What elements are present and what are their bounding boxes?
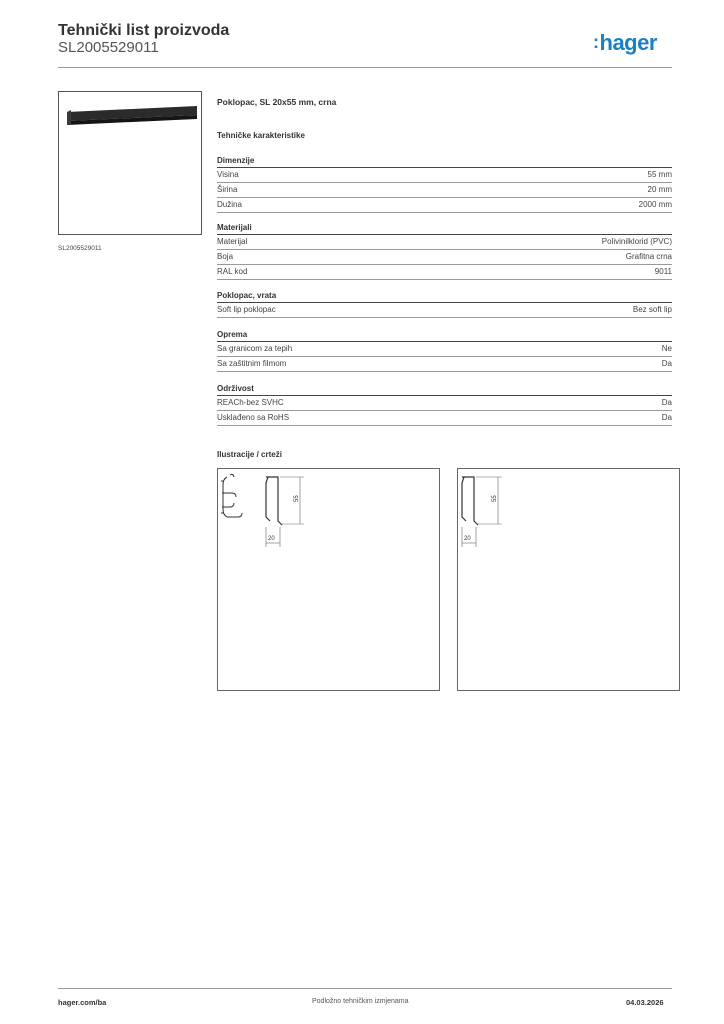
spec-row xyxy=(217,235,672,250)
spec-row xyxy=(217,168,672,183)
header-divider xyxy=(58,67,672,68)
dim-width-label: 20 xyxy=(464,536,471,542)
dim-height-label: 55 xyxy=(294,495,300,502)
drawing-2 xyxy=(457,468,680,691)
spec-label: Usklađeno sa RoHS xyxy=(217,413,290,422)
spec-value: Bez soft lip xyxy=(632,305,672,314)
section-heading: Oprema xyxy=(217,328,672,342)
spec-row xyxy=(217,342,672,357)
section-heading: Dimenzije xyxy=(217,154,672,168)
spec-label: Širina xyxy=(217,185,238,194)
logo-dots-icon: : xyxy=(593,32,599,52)
drawing-1 xyxy=(217,468,440,691)
cover-section-drawing-icon xyxy=(458,469,679,690)
spec-row xyxy=(217,265,672,280)
footer-website-link[interactable]: hager.com/ba xyxy=(58,998,107,1007)
dim-height-label: 55 xyxy=(492,495,498,502)
spec-value: 55 mm xyxy=(647,170,672,179)
footer-note: Podložno tehničkim izmjenama xyxy=(312,998,409,1005)
spec-value: Grafitna crna xyxy=(625,252,672,261)
section-heading: Materijali xyxy=(217,221,672,235)
spec-value: 2000 mm xyxy=(638,200,672,209)
footer-divider xyxy=(58,988,672,989)
page-title: Tehnički list proizvoda xyxy=(58,22,230,39)
spec-row xyxy=(217,303,672,318)
cover-profile-icon xyxy=(59,92,201,234)
illustrations-heading: Ilustracije / crteži xyxy=(217,450,282,459)
cross-section-drawing-icon xyxy=(218,469,439,690)
spec-label: Visina xyxy=(217,170,239,179)
spec-value: Ne xyxy=(661,344,672,353)
section-heading: Održivost xyxy=(217,382,672,396)
logo-text: hager xyxy=(599,30,657,55)
spec-value: 20 mm xyxy=(647,185,672,194)
spec-row xyxy=(217,250,672,265)
dim-width-label: 20 xyxy=(268,536,275,542)
image-caption: SL2005529011 xyxy=(58,245,102,252)
product-title: Poklopac, SL 20x55 mm, crna xyxy=(217,97,337,107)
spec-value: Da xyxy=(661,413,672,422)
section-materijali xyxy=(217,221,672,280)
tech-heading: Tehničke karakteristike xyxy=(217,131,305,140)
spec-row xyxy=(217,396,672,411)
spec-label: RAL kod xyxy=(217,267,248,276)
product-code: SL2005529011 xyxy=(58,39,159,56)
section-poklopac-vrata xyxy=(217,289,672,318)
section-heading: Poklopac, vrata xyxy=(217,289,672,303)
spec-row xyxy=(217,411,672,426)
spec-row xyxy=(217,357,672,372)
spec-label: Soft lip poklopac xyxy=(217,305,276,314)
section-odrzivost xyxy=(217,382,672,426)
hager-logo[interactable] xyxy=(593,30,657,56)
spec-value: Polivinilklorid (PVC) xyxy=(601,237,672,246)
section-oprema xyxy=(217,328,672,372)
spec-label: Sa zaštitnim filmom xyxy=(217,359,287,368)
spec-label: Materijal xyxy=(217,237,248,246)
spec-label: REACh-bez SVHC xyxy=(217,398,284,407)
spec-value: Da xyxy=(661,398,672,407)
section-dimenzije xyxy=(217,154,672,213)
spec-label: Sa granicom za tepih xyxy=(217,344,293,353)
spec-row xyxy=(217,198,672,213)
product-image xyxy=(58,91,202,235)
spec-value: Da xyxy=(661,359,672,368)
spec-value: 9011 xyxy=(654,267,672,276)
spec-row xyxy=(217,183,672,198)
spec-label: Dužina xyxy=(217,200,242,209)
spec-label: Boja xyxy=(217,252,234,261)
footer-date: 04.03.2026 xyxy=(626,998,664,1007)
